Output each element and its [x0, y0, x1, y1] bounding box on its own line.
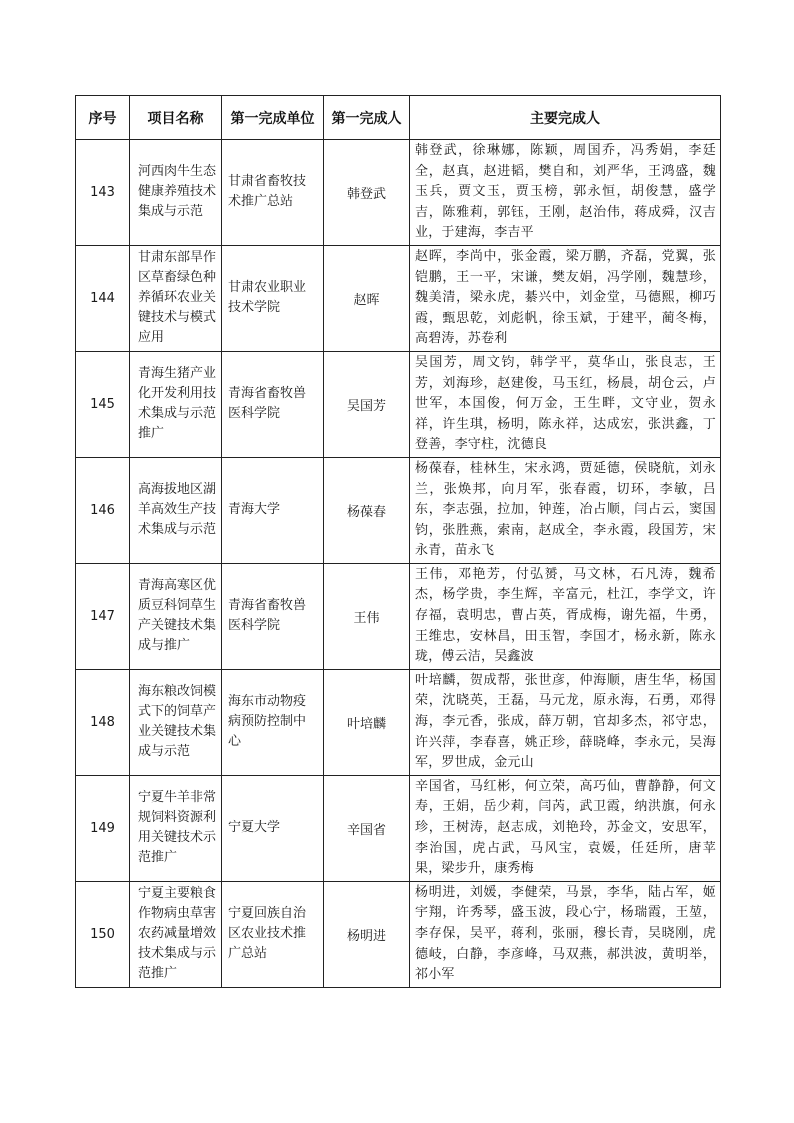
first-person: 杨明进: [324, 881, 410, 987]
project-name: 河西肉牛生态健康养殖技术集成与示范: [130, 140, 222, 246]
awards-table: [75, 95, 721, 988]
first-person: 韩登武: [324, 140, 410, 246]
row-number: 145: [76, 351, 130, 457]
first-unit: 青海省畜牧兽医科学院: [222, 351, 324, 457]
project-name: 高海拔地区湖羊高效生产技术集成与示范: [130, 457, 222, 563]
project-name: 青海生猪产业化开发利用技术集成与示范推广: [130, 351, 222, 457]
project-name: 甘肃东部旱作区草畜绿色种养循环农业关键技术与模式应用: [130, 245, 222, 351]
first-unit: 海东市动物疫病预防控制中心: [222, 669, 324, 775]
first-person: 叶培麟: [324, 669, 410, 775]
first-person: 王伟: [324, 563, 410, 669]
header-project-name: 项目名称: [130, 96, 222, 140]
table-row: [76, 881, 721, 987]
table-row: [76, 775, 721, 881]
main-members: 赵晖，李尚中，张金霞，梁万鹏，齐磊，党翼，张铠鹏，王一平，宋谦，樊友娟，冯学刚，魏慧珍，魏美清，梁永虎，綦兴中，刘金堂，马德熙，柳巧霞，甄思乾，刘彪帆，徐玉斌，于建平，蔺冬梅，高碧涛，苏卷利: [410, 245, 721, 351]
row-number: 148: [76, 669, 130, 775]
first-unit: 宁夏大学: [222, 775, 324, 881]
first-person: 杨葆春: [324, 457, 410, 563]
main-members: 杨葆春，桂林生，宋永鸿，贾延德，侯晓航，刘永兰，张焕邦，向月军，张春霞，切环，李敏，吕东，李志强，拉加，钟莲，冶占顺，闫占云，窦国钧，张胜燕，索南，赵成全，李永霞，段国芳，宋永青，苗永飞: [410, 457, 721, 563]
table-row: [76, 669, 721, 775]
table-row: [76, 245, 721, 351]
row-number: 143: [76, 140, 130, 246]
first-unit: 宁夏回族自治区农业技术推广总站: [222, 881, 324, 987]
main-members: 韩登武，徐琳娜，陈颖，周国乔，冯秀娟，李廷全，赵真，赵进韬，樊自和，刘严华，王鸿盛，魏玉兵，贾文玉，贾玉榜，郭永恒，胡俊慧，盛学吉，陈雅莉，郭钰，王刚，赵治伟，蒋成舜，汉吉业，于建海，李吉平: [410, 140, 721, 246]
header-no: 序号: [76, 96, 130, 140]
project-name: 海东粮改饲模式下的饲草产业关键技术集成与示范: [130, 669, 222, 775]
first-person: 吴国芳: [324, 351, 410, 457]
main-members: 辛国省，马红彬，何立荣，高巧仙，曹静静，何文寿，王娟，岳少莉，闫芮，武卫霞，纳洪旗，何永珍，王树涛，赵志成，刘艳玲，苏金文，安思军，李治国，虎占武，马风宝，袁媛，任廷所，唐苹果，梁步升，康秀梅: [410, 775, 721, 881]
first-unit: 青海省畜牧兽医科学院: [222, 563, 324, 669]
project-name: 青海高寒区优质豆科饲草生产关键技术集成与推广: [130, 563, 222, 669]
table-row: [76, 351, 721, 457]
main-members: 王伟，邓艳芳，付弘赟，马文林，石凡涛，魏希杰，杨学贵，李生辉，辛富元，杜江，李学文，许存福，袁明忠，曹占英，胥成梅，谢先福，牛勇，王维忠，安林昌，田玉智，李国才，杨永新，陈永珑，傅云洁，吴鑫波: [410, 563, 721, 669]
table-row: [76, 457, 721, 563]
first-unit: 青海大学: [222, 457, 324, 563]
row-number: 144: [76, 245, 130, 351]
first-unit: 甘肃省畜牧技术推广总站: [222, 140, 324, 246]
main-members: 叶培麟，贺成帮，张世彦，仲海顺，唐生华，杨国荣，沈晓英，王磊，马元龙，原永海，石勇，邓得海，李元香，张成，薛万朝，官却多杰，祁守忠，许兴萍，李春喜，姚正珍，薛晓峰，李永元，吴海军，罗世成，金元山: [410, 669, 721, 775]
header-main-members: 主要完成人: [410, 96, 721, 140]
table-row: [76, 563, 721, 669]
main-members: 吴国芳，周文钧，韩学平，莫华山，张良志，王芳，刘海珍，赵建俊，马玉红，杨晨，胡仓云，卢世军，本国俊，何万金，王生畔，文守业，贺永祥，许生琪，杨明，陈永祥，达成宏，张洪鑫，丁登善，李守柱，沈德良: [410, 351, 721, 457]
header-first-unit: 第一完成单位: [222, 96, 324, 140]
first-unit: 甘肃农业职业技术学院: [222, 245, 324, 351]
project-name: 宁夏牛羊非常规饲料资源利用关键技术示范推广: [130, 775, 222, 881]
table-row: [76, 140, 721, 246]
header-first-person: 第一完成人: [324, 96, 410, 140]
row-number: 149: [76, 775, 130, 881]
table-header-row: [76, 96, 721, 140]
first-person: 赵晖: [324, 245, 410, 351]
main-members: 杨明进，刘媛，李健荣，马景，李华，陆占军，姬宇翔，许秀琴，盛玉波，段心宁，杨瑞霞，王堃，李存保，吴平，蒋利，张丽，穆长青，吴晓刚，虎德岐，白静，李彦峰，马双燕，郝洪波，黄明举，祁小军: [410, 881, 721, 987]
first-person: 辛国省: [324, 775, 410, 881]
row-number: 146: [76, 457, 130, 563]
row-number: 150: [76, 881, 130, 987]
project-name: 宁夏主要粮食作物病虫草害农药减量增效技术集成与示范推广: [130, 881, 222, 987]
row-number: 147: [76, 563, 130, 669]
